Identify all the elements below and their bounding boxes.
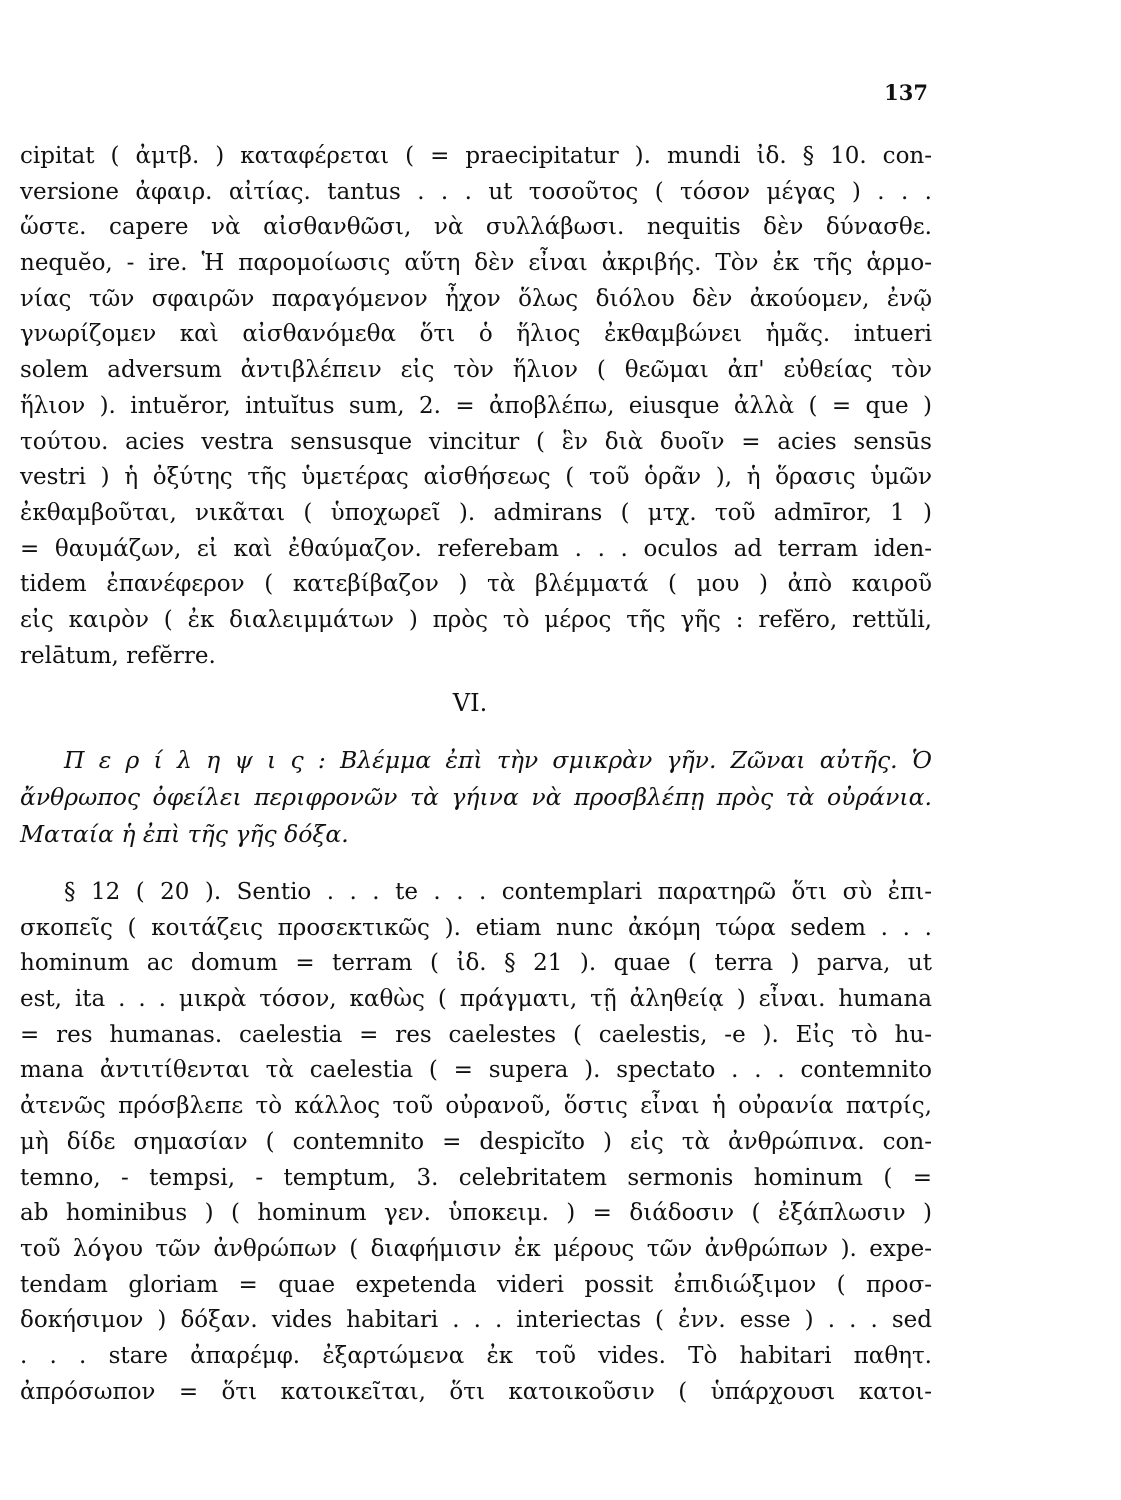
- text-line: = res humanas. caelestia = res caelestes ( caelestis, -e ). Εἰς τὸ hu-: [20, 1021, 932, 1048]
- text-line: . . . stare ἀπαρέμφ. ἐξαρτώμενα ἐκ τοῦ vides. Τὸ habitari παθητ.: [20, 1342, 932, 1369]
- text-line: δοκήσιμον ) δόξαν. vides habitari . . . interiectas ( ἐνν. esse ) . . . sed: [20, 1307, 932, 1334]
- text-line: σκοπεῖς ( κοιτάζεις προσεκτικῶς ). etiam nunc ἀκόμη τώρα sedem . . .: [20, 914, 932, 941]
- text-line: vestri ) ἡ ὀξύτης τῆς ὑμετέρας αἰσθήσεως ( τοῦ ὁρᾶν ), ἡ ὅρασις ὑμῶν: [20, 464, 932, 491]
- page-number: 137: [884, 80, 928, 105]
- chapter-summary: [20, 742, 932, 853]
- section-heading: VI.: [452, 689, 488, 717]
- text-line: tidem ἐπανέφερον ( κατεβίβαζον ) τὰ βλέμματά ( μου ) ἀπὸ καιροῦ: [20, 571, 932, 598]
- text-line: μὴ δίδε σημασίαν ( contemnito = despicĭto ) εἰς τὰ ἀνθρώπινα. con-: [20, 1128, 932, 1155]
- summary-line: Π ε ρ ί λ η ψ ι ς : Βλέμμα ἐπὶ τὴν σμικρὰν γῆν. Ζῶναι αὐτῆς. Ὁ: [64, 746, 932, 774]
- text-line: solem adversum ἀντιβλέπειν εἰς τὸν ἥλιον ( θεῶμαι ἀπ' εὐθείας τὸν: [20, 357, 932, 384]
- text-line: ὥστε. capere νὰ αἰσθανθῶσι, νὰ συλλάβωσι. nequitis δὲν δύνασθε.: [20, 214, 932, 241]
- text-line: tendam gloriam = quae expetenda videri possit ἐπιδιώξιμον ( προσ-: [20, 1271, 932, 1298]
- text-line: = θαυμάζων, εἰ καὶ ἐθαύμαζον. referebam . . . oculos ad terram iden-: [20, 535, 932, 562]
- text-line: τούτου. acies vestra sensusque vincitur ( ἓν διὰ δυοῖν = acies sensūs: [20, 428, 932, 455]
- summary-line: ἄνθρωπος ὀφείλει περιφρονῶν τὰ γήινα νὰ προσβλέπῃ πρὸς τὰ οὐράνια.: [20, 783, 932, 811]
- text-line: ἐκθαμβοῦται, νικᾶται ( ὑποχωρεῖ ). admirans ( μτχ. τοῦ admīror, 1 ): [20, 499, 932, 526]
- text-line: hominum ac domum = terram ( ἰδ. § 21 ). quae ( terra ) parva, ut: [20, 950, 932, 977]
- text-line: temno, - tempsi, - temptum, 3. celebritatem sermonis hominum ( =: [20, 1164, 932, 1191]
- body-paragraph: [20, 875, 932, 1410]
- text-line: relātum, refĕrre.: [20, 642, 216, 669]
- text-line: γνωρίζομεν καὶ αἰσθανόμεθα ὅτι ὁ ἥλιος ἐκθαμβώνει ἡμᾶς. intueri: [20, 321, 932, 348]
- text-line: τοῦ λόγου τῶν ἀνθρώπων ( διαφήμισιν ἐκ μέρους τῶν ἀνθρώπων ). expe-: [20, 1235, 932, 1262]
- top-paragraph: [20, 139, 932, 674]
- text-line: mana ἀντιτίθενται τὰ caelestia ( = supera ). spectato . . . contemnito: [20, 1057, 932, 1084]
- text-line: νίας τῶν σφαιρῶν παραγόμενον ἦχον ὅλως διόλου δὲν ἀκούομεν, ἐνῷ: [20, 285, 932, 312]
- text-line: nequĕo, - ire. Ἡ παρομοίωσις αὕτη δὲν εἶναι ἀκριβής. Τὸν ἐκ τῆς ἁρμο-: [20, 250, 932, 277]
- text-line: ab hominibus ) ( hominum γεν. ὑποκειμ. ) = διάδοσιν ( ἐξάπλωσιν ): [20, 1200, 932, 1227]
- text-line: εἰς καιρὸν ( ἐκ διαλειμμάτων ) πρὸς τὸ μέρος τῆς γῆς : refĕro, rettŭli,: [20, 606, 932, 633]
- text-line: ἥλιον ). intuĕror, intuĭtus sum, 2. = ἀποβλέπω, eiusque ἀλλὰ ( = que ): [20, 392, 932, 419]
- text-line: cipitat ( ἀμτβ. ) καταφέρεται ( = praecipitatur ). mundi ἰδ. § 10. con-: [20, 143, 932, 169]
- summary-line: Ματαία ἡ ἐπὶ τῆς γῆς δόξα.: [20, 820, 349, 848]
- text-line: ἀτενῶς πρόσβλεπε τὸ κάλλος τοῦ οὐρανοῦ, ὅστις εἶναι ἡ οὐρανία πατρίς,: [20, 1093, 932, 1120]
- text-line: ἀπρόσωπον = ὅτι κατοικεῖται, ὅτι κατοικοῦσιν ( ὑπάρχουσι κατοι-: [20, 1378, 932, 1405]
- text-line: § 12 ( 20 ). Sentio . . . te . . . contemplari παρατηρῶ ὅτι σὺ ἐπι-: [64, 879, 932, 905]
- text-line: est, ita . . . μικρὰ τόσον, καθὼς ( πράγματι, τῇ ἀληθείᾳ ) εἶναι. humana: [20, 986, 932, 1013]
- text-line: versione ἀφαιρ. αἰτίας. tantus . . . ut τοσοῦτος ( τόσον μέγας ) . . .: [20, 178, 932, 205]
